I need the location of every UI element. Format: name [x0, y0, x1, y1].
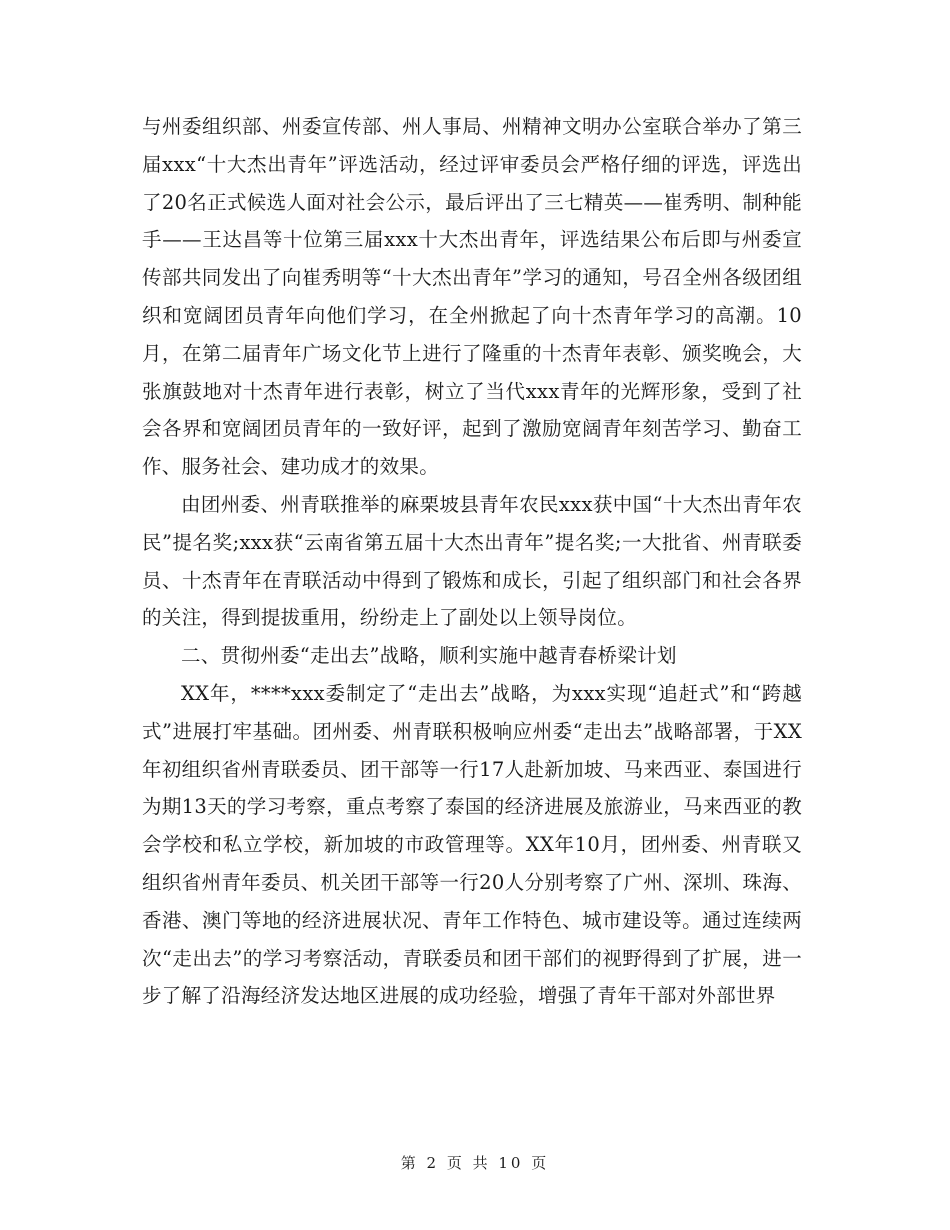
paragraph-awards: 由团州委、州青联推举的麻栗坡县青年农民xxx获中国“十大杰出青年农民”提名奖;xxx获“云南省第五届十大杰出青年”提名奖;一大批省、州青联委员、十杰青年在青联活动中得到了锻炼和成长，引起了组织部门和社会各界的关注，得到提拔重用，纷纷走上了副处以上领导岗位。: [142, 492, 802, 630]
paragraph-going-out-strategy: XX年，****xxx委制定了“走出去”战略，为xxx实现“追赶式”和“跨越式”进展打牢基础。团州委、州青联积极响应州委“走出去”战略部署，于XX年初组织省州青联委员、团干部等一行17人赴新加坡、马来西亚、泰国进行为期13天的学习考察，重点考察了泰国的经济进展及旅游业，马来西亚的教会学校和私立学校，新加坡的市政管理等。XX年10月，团州委、州青联又组织省州青年委员、机关团干部等一行20人分别考察了广州、深圳、珠海、香港、澳门等地的经济进展状况、青年工作特色、城市建设等。通过连续两次“走出去”的学习考察活动，青联委员和团干部们的视野得到了扩展，进一步了解了沿海经济发达地区进展的成功经验，增强了青年干部对外部世界: [142, 681, 802, 1008]
page-number-footer: 第 2 页 共 10 页: [400, 1154, 550, 1172]
document-body: [142, 108, 802, 1015]
section-heading: 二、贯彻州委“走出去”战略，顺利实施中越青春桥梁计划: [181, 644, 677, 668]
paragraph-continuation: 与州委组织部、州委宣传部、州人事局、州精神文明办公室联合举办了第三届xxx“十大杰出青年”评选活动，经过评审委员会严格仔细的评选，评选出了20名正式候选人面对社会公示，最后评出了三七精英——崔秀明、制种能手——王达昌等十位第三届xxx十大杰出青年，评选结果公布后即与州委宣传部共同发出了向崔秀明等“十大杰出青年”学习的通知，号召全州各级团组织和宽阔团员青年向他们学习，在全州掀起了向十杰青年学习的高潮。10月，在第二届青年广场文化节上进行了隆重的十杰青年表彰、颁奖晚会，大张旗鼓地对十杰青年进行表彰，树立了当代xxx青年的光辉形象，受到了社会各界和宽阔团员青年的一致好评，起到了激励宽阔青年刻苦学习、勤奋工作、服务社会、建功成才的效果。: [142, 115, 802, 479]
